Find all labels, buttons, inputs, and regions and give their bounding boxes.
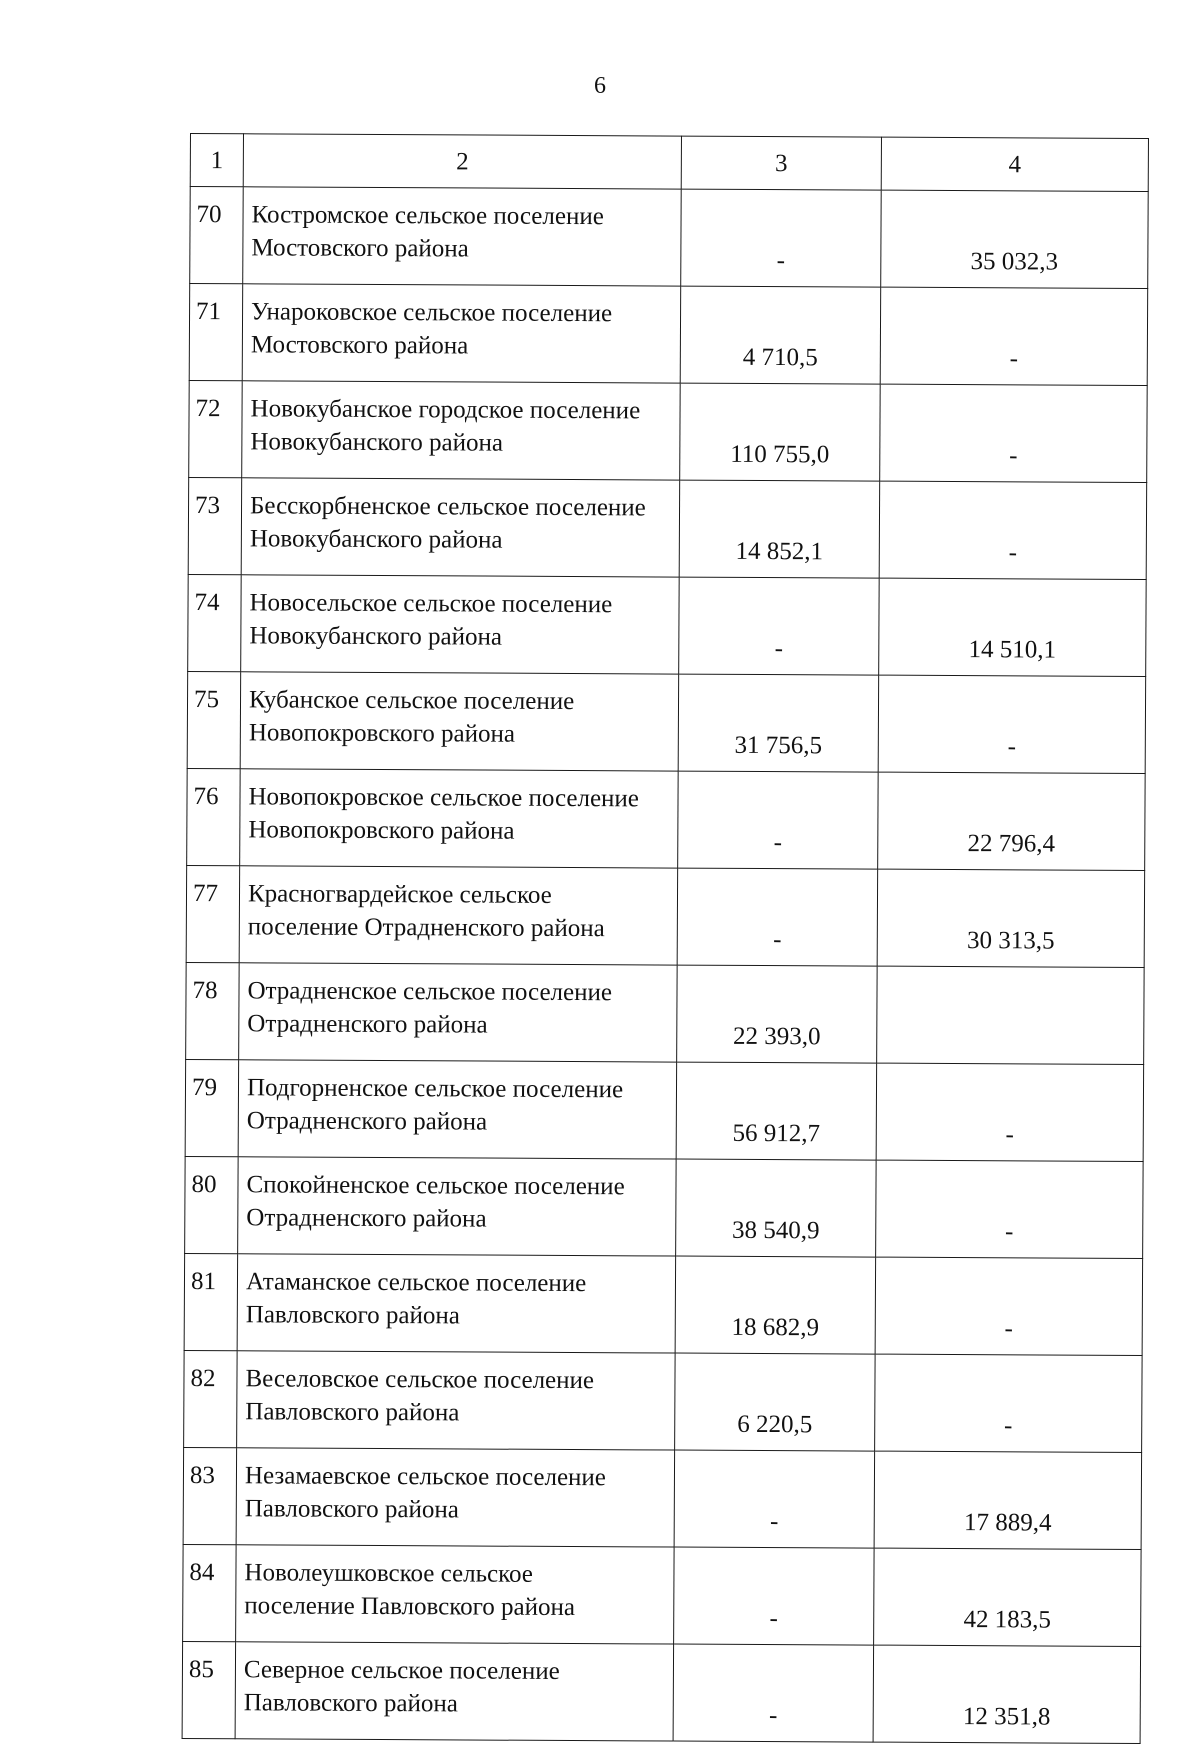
row-number: 78	[186, 962, 240, 1059]
amount-column-4: 35 032,3	[881, 190, 1149, 288]
column-header-2: 2	[243, 134, 681, 189]
settlement-name	[241, 478, 680, 577]
page-number: 6	[594, 73, 606, 99]
amount-column-3: 31 756,5	[678, 674, 879, 772]
settlement-name	[238, 1157, 677, 1256]
settlement-name-line-2: Отрадненского района	[246, 1107, 488, 1136]
settlement-name-line-1: Бесскорбненское сельское поселение	[249, 492, 646, 522]
settlement-name	[237, 1351, 676, 1450]
settlement-name-line-1: Спокойненское сельское поселение	[246, 1171, 625, 1201]
row-number: 71	[189, 284, 243, 381]
settlement-name	[238, 1060, 677, 1159]
table-row	[189, 380, 1147, 482]
amount-column-4: -	[876, 1160, 1144, 1258]
settlement-name-line-1: Красногвардейское сельское	[247, 880, 552, 909]
table-row	[185, 1059, 1143, 1161]
settlement-name-line-2: Новопокровского района	[248, 816, 515, 845]
settlement-name-line-2: Новопокровского района	[248, 719, 516, 748]
table-row	[187, 671, 1145, 773]
settlement-name-line-1: Кубанское сельское поселение	[248, 686, 575, 716]
settlement-name-line-1: Веселовское сельское поселение	[245, 1365, 595, 1395]
settlement-name-line-2: Павловского района	[245, 1398, 460, 1427]
table-row	[188, 574, 1146, 676]
settlement-name-line-2: поселение Отрадненского района	[247, 913, 605, 943]
settlement-name	[242, 284, 681, 383]
amount-column-4: 12 351,8	[873, 1645, 1141, 1743]
settlement-name-line-1: Новопокровское сельское поселение	[248, 783, 640, 813]
row-number: 85	[182, 1641, 236, 1738]
settlement-name-line-2: Отрадненского района	[247, 1010, 488, 1039]
amount-column-4	[877, 966, 1145, 1064]
settlement-name-line-2: Павловского района	[245, 1301, 460, 1330]
settlement-name-line-2: Мостовского района	[251, 234, 469, 263]
table-row	[183, 1447, 1141, 1549]
column-header-3: 3	[681, 136, 881, 190]
amount-column-3: 4 710,5	[680, 286, 881, 384]
settlement-name-line-1: Новолеушковское сельское	[244, 1559, 533, 1588]
settlement-name-line-2: Новокубанского района	[249, 622, 503, 651]
row-number: 72	[189, 380, 243, 477]
table-row	[183, 1544, 1141, 1646]
amount-column-3: 110 755,0	[680, 383, 881, 481]
amount-column-3: -	[674, 1547, 875, 1645]
settlement-name-line-1: Незамаевское сельское поселение	[244, 1462, 607, 1492]
row-number: 74	[188, 574, 242, 671]
settlement-name	[240, 769, 679, 868]
row-number: 81	[184, 1253, 238, 1350]
settlement-name	[237, 1254, 676, 1353]
table-row	[186, 962, 1144, 1064]
row-number: 79	[185, 1059, 239, 1156]
column-header-4: 4	[881, 137, 1148, 191]
amount-column-3: -	[677, 868, 878, 966]
settlement-name-line-1: Подгорненское сельское поселение	[246, 1074, 624, 1104]
amount-column-4: -	[880, 384, 1148, 482]
table-row	[190, 187, 1148, 289]
settlement-name	[235, 1642, 674, 1741]
settlement-name-line-2: Новокубанского района	[250, 428, 504, 457]
settlement-name	[241, 575, 680, 674]
amount-column-4: -	[880, 287, 1148, 385]
row-number: 84	[183, 1544, 237, 1641]
settlement-name-line-1: Костромское сельское поселение	[251, 201, 604, 231]
row-number: 75	[187, 671, 241, 768]
amount-column-3: 6 220,5	[675, 1353, 876, 1451]
amount-column-3: -	[674, 1450, 875, 1548]
settlement-name-line-1: Новокубанское городское поселение	[250, 395, 641, 425]
table-row	[184, 1253, 1142, 1355]
amount-column-4: 17 889,4	[874, 1451, 1142, 1549]
amount-column-3: -	[678, 771, 879, 869]
amount-column-4: -	[875, 1354, 1143, 1452]
table-row	[185, 1156, 1143, 1258]
amount-column-3: 22 393,0	[677, 965, 878, 1063]
amount-column-4: -	[879, 481, 1147, 579]
amount-column-4: -	[875, 1257, 1143, 1355]
settlement-name-line-1: Новосельское сельское поселение	[249, 589, 613, 619]
settlement-name-line-2: Павловского района	[244, 1495, 459, 1524]
settlement-name-line-2: Отрадненского района	[246, 1204, 487, 1233]
settlement-name	[239, 963, 678, 1062]
row-number: 82	[184, 1350, 238, 1447]
row-number: 70	[190, 187, 244, 284]
settlement-name	[242, 381, 681, 480]
amount-column-3: -	[673, 1644, 874, 1742]
table-row	[187, 768, 1145, 870]
table-row	[182, 1641, 1140, 1743]
settlement-name-line-2: Павловского района	[243, 1689, 458, 1718]
row-number: 83	[183, 1447, 237, 1544]
settlement-name-line-1: Отрадненское сельское поселение	[247, 977, 613, 1007]
settlement-name	[236, 1545, 675, 1644]
amount-column-3: 18 682,9	[675, 1256, 876, 1354]
row-number: 80	[185, 1156, 239, 1253]
amount-column-4: 14 510,1	[879, 578, 1147, 676]
settlement-name	[243, 187, 682, 286]
settlement-name-line-1: Унароковское сельское поселение	[250, 298, 613, 328]
table-row	[189, 284, 1147, 386]
row-number: 77	[186, 865, 240, 962]
amount-column-4: -	[876, 1063, 1144, 1161]
amount-column-4: 22 796,4	[878, 772, 1146, 870]
amount-column-4: 42 183,5	[874, 1548, 1142, 1646]
settlements-table	[182, 133, 1149, 1744]
settlement-name	[239, 866, 678, 965]
settlement-name	[236, 1448, 675, 1547]
settlement-name-line-1: Северное сельское поселение	[243, 1656, 560, 1685]
settlement-name-line-2: Новокубанского района	[249, 525, 503, 554]
settlement-name-line-2: поселение Павловского района	[244, 1592, 576, 1622]
amount-column-3: -	[681, 189, 882, 287]
table-row	[184, 1350, 1142, 1452]
amount-column-3: 56 912,7	[676, 1062, 877, 1160]
column-header-1: 1	[190, 134, 243, 187]
amount-column-3: 14 852,1	[679, 480, 880, 578]
row-number: 73	[188, 477, 242, 574]
amount-column-3: 38 540,9	[676, 1159, 877, 1257]
table-row	[188, 477, 1146, 579]
table-row	[186, 865, 1144, 967]
table-header-row	[190, 134, 1148, 192]
amount-column-4: 30 313,5	[877, 869, 1145, 967]
settlement-name-line-2: Мостовского района	[250, 331, 469, 360]
amount-column-3: -	[679, 577, 880, 675]
settlement-name-line-1: Атаманское сельское поселение	[245, 1268, 587, 1298]
settlement-name	[240, 672, 679, 771]
amount-column-4: -	[878, 675, 1146, 773]
row-number: 76	[187, 768, 241, 865]
table-body	[182, 187, 1148, 1744]
